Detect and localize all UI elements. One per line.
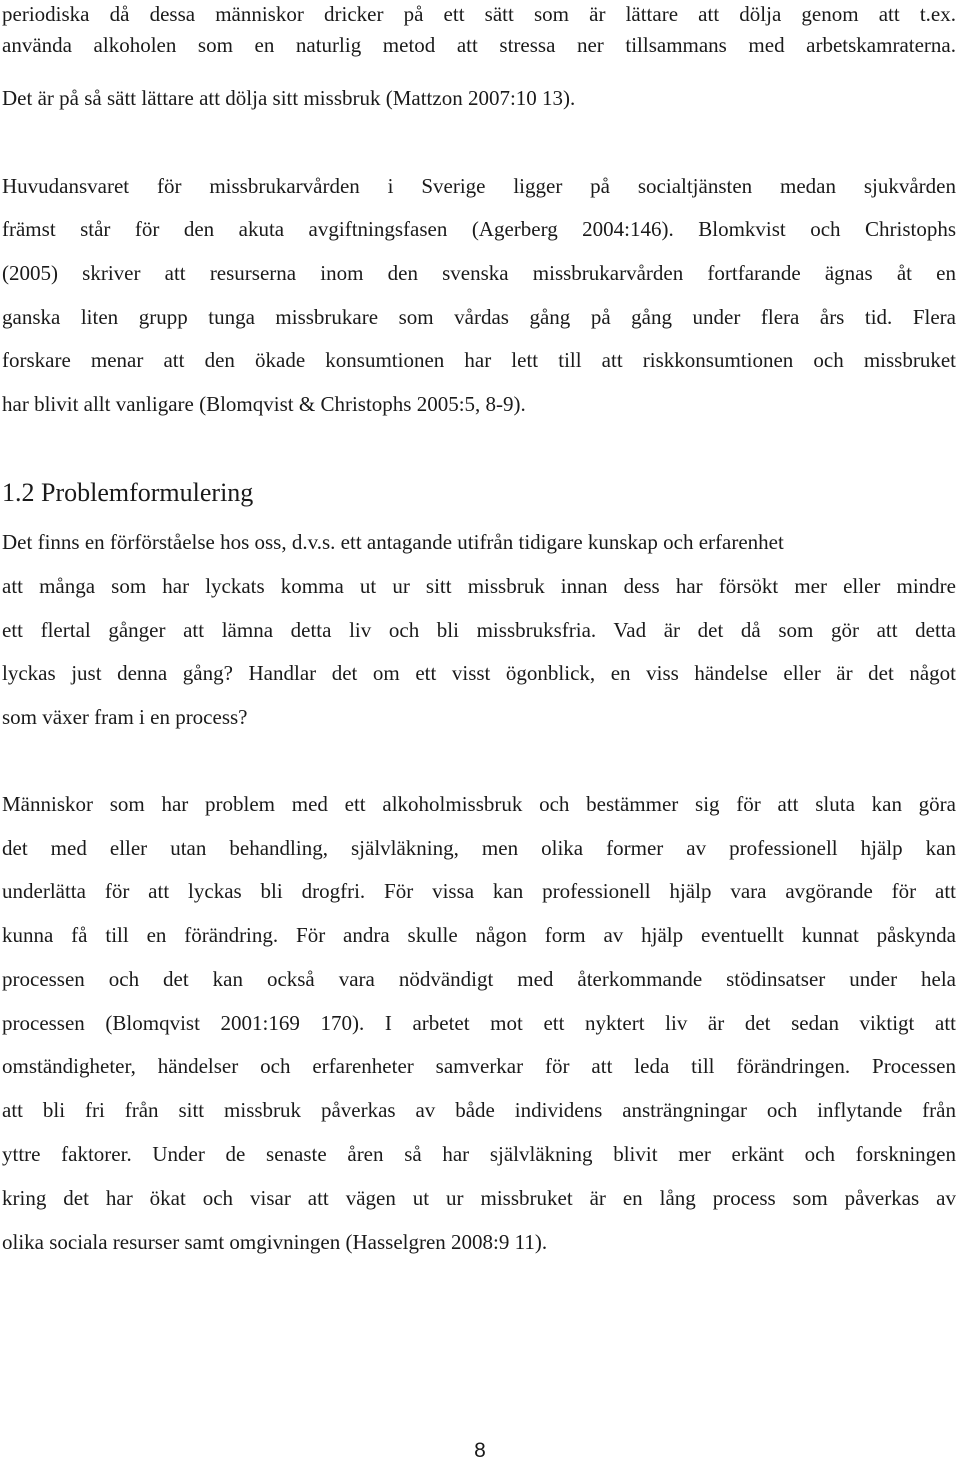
paragraph-1-line-2: använda alkoholen som en naturlig metod att stressa ner tillsammans med arbetskamraterna. (2, 33, 956, 57)
section-paragraph-2-line-4: kunna få till en förändring. För andra skulle någon form av hjälp eventuellt kunnat påskynda (2, 923, 956, 947)
section-paragraph-2-line-10: kring det har ökat och visar att vägen ut ur missbruket är en lång process som påverkas av (2, 1186, 956, 1210)
section-paragraph-2-line-3: underlätta för att lyckas bli drogfri. För vissa kan professionell hjälp vara avgörande för att (2, 879, 956, 903)
paragraph-1-line-1: periodiska då dessa människor dricker på ett sätt som är lättare att dölja genom att t.ex. (2, 2, 956, 26)
paragraph-2-line-6: har blivit allt vanligare (Blomqvist & Christophs 2005:5, 8-9). (2, 392, 526, 416)
paragraph-2-line-5: forskare menar att den ökade konsumtionen har lett till att riskkonsumtionen och missbruket (2, 348, 956, 372)
section-paragraph-2-line-2: det med eller utan behandling, självläkning, men olika former av professionell hjälp kan (2, 836, 956, 860)
section-paragraph-2-line-7: omständigheter, händelser och erfarenheter samverkar för att leda till förändringen. Processen (2, 1054, 956, 1078)
paragraph-2-line-2: främst står för den akuta avgiftningsfasen (Agerberg 2004:146). Blomkvist och Christophs (2, 217, 956, 241)
section-paragraph-1-line-4: lyckas just denna gång? Handlar det om ett visst ögonblick, en viss händelse eller är det något (2, 661, 956, 685)
section-paragraph-2-line-9: yttre faktorer. Under de senaste åren så har självläkning blivit mer erkänt och forskningen (2, 1142, 956, 1166)
paragraph-2-line-1: Huvudansvaret för missbrukarvården i Sverige ligger på socialtjänsten medan sjukvården (2, 174, 956, 198)
page-number: 8 (474, 1439, 486, 1462)
section-paragraph-2-line-11: olika sociala resurser samt omgivningen (Hasselgren 2008:9 11). (2, 1230, 548, 1254)
section-paragraph-1-line-3: ett flertal gånger att lämna detta liv och bli missbruksfria. Vad är det då som gör att detta (2, 618, 956, 642)
section-paragraph-2-line-1: Människor som har problem med ett alkoholmissbruk och bestämmer sig för att sluta kan göra (2, 792, 956, 816)
section-paragraph-2-line-6: processen (Blomqvist 2001:169 170). I arbetet mot ett nyktert liv är det sedan viktigt att (2, 1011, 956, 1035)
section-paragraph-1-line-1: Det finns en förförståelse hos oss, d.v.s. ett antagande utifrån tidigare kunskap och erfarenhet (2, 530, 784, 554)
paragraph-2-line-3: (2005) skriver att resurserna inom den svenska missbrukarvården fortfarande ägnas åt en (2, 261, 956, 285)
section-paragraph-1-line-5: som växer fram i en process? (2, 705, 248, 729)
paragraph-2-line-4: ganska liten grupp tunga missbrukare som vårdas gång på gång under flera års tid. Flera (2, 305, 956, 329)
section-paragraph-2-line-8: att bli fri från sitt missbruk påverkas av både individens ansträngningar och inflytande från (2, 1098, 956, 1122)
section-paragraph-1-line-2: att många som har lyckats komma ut ur sitt missbruk innan dess har försökt mer eller mindre (2, 574, 956, 598)
paragraph-1-line-3: Det är på så sätt lättare att dölja sitt missbruk (Mattzon 2007:10 13). (2, 86, 576, 110)
section-paragraph-2-line-5: processen och det kan också vara nödvändigt med återkommande stödinsatser under hela (2, 967, 956, 991)
section-heading: 1.2 Problemformulering (2, 478, 254, 507)
